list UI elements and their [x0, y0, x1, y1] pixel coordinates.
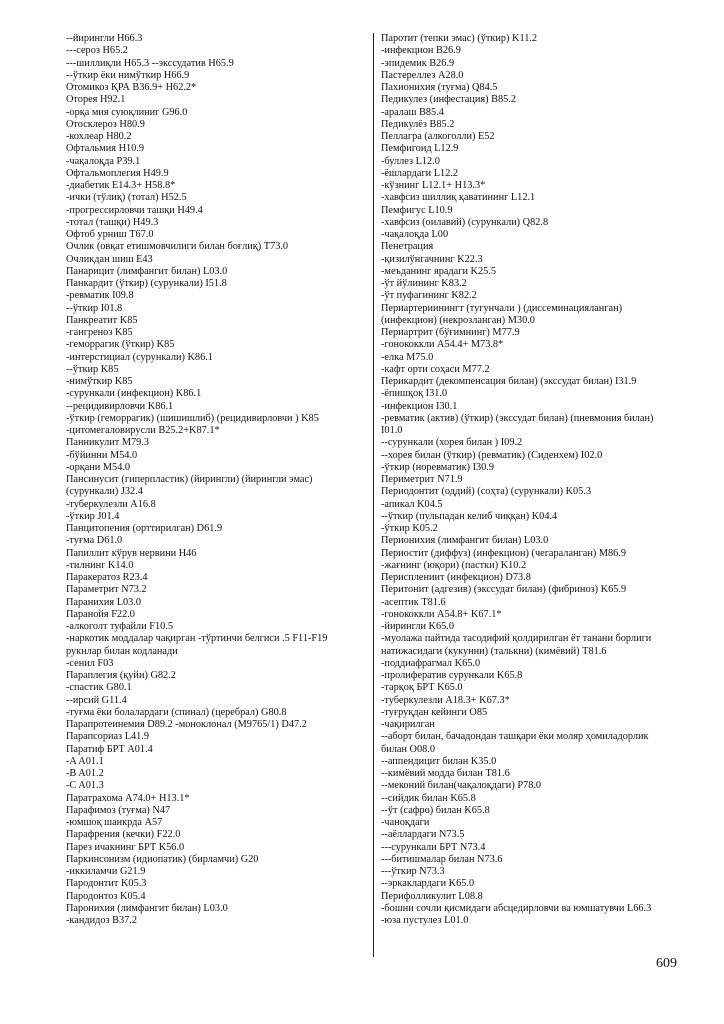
index-entry: Парафимоз (туғма) N47	[66, 804, 171, 816]
index-entry: -кохлеар H80.2	[66, 131, 132, 142]
index-entry: Пародонтоз K05.4	[66, 890, 146, 902]
index-entry: --ирсий G11.4	[66, 694, 127, 706]
index-entry: -ревматик I09.8	[66, 290, 134, 302]
index-entry: -туберкулезли A18.3+ K67.3*	[381, 694, 510, 706]
index-entry: -сурункали (инфекцион) K86.1	[66, 388, 202, 400]
index-entry: -алкоголт туфайли F10.5	[66, 621, 174, 632]
index-entry: --сийдик билан K65.8	[381, 792, 476, 804]
index-entry: Паротит (тепки эмас) (ўткир) K11.2	[381, 33, 538, 44]
index-entry: Периметрит N71.9	[381, 474, 463, 485]
index-entry: Пансинусит (гиперпластик) (йирингли) (йирингли эмас) (сурункали) J32.4	[66, 474, 313, 498]
index-entry: --сурункали (хорея билан ) I09.2	[381, 437, 523, 449]
index-entry: Периостит (диффуз) (инфекцион) (чегараланган) M86.9	[381, 547, 627, 559]
index-entry: -туғруқдан кейинги O85	[381, 706, 488, 718]
index-entry: -ўткир (геморрагик) (шишишлиб) (рецидивирловчи ) K85	[66, 412, 319, 424]
index-entry: Парафрения (кечки) F22.0	[66, 829, 181, 841]
index-entry: -инфекцион B26.9	[381, 45, 461, 57]
index-entry: Парапсориаз L41.9	[66, 731, 149, 743]
index-entry: --ўткир ёки нимўткир H66.9	[66, 69, 190, 81]
index-entry: Пенетрация	[381, 241, 434, 253]
index-entry: -чақалоқда L00	[381, 229, 449, 240]
index-entry: --аборт билан, бачадондан ташқари ёки моляр ҳомиладорлик билан O08.0	[381, 731, 649, 755]
index-entry: --рецидивирловчи K86.1	[66, 400, 174, 412]
index-entry: Параметрит N73.2	[66, 584, 147, 596]
index-entry: Панцитопения (орттирилган) D61.9	[66, 523, 223, 534]
index-entry: -кўзнинг L12.1+ H13.3*	[381, 180, 486, 191]
index-entry: --хорея билан (ўткир) (ревматик) (Сиденхем) I02.0	[381, 449, 603, 461]
index-entry: Паранихия L03.0	[66, 596, 142, 608]
index-entry: ---ўткир N73.3	[381, 866, 445, 877]
index-entry: Оторея H92.1	[66, 94, 126, 106]
index-entry: Перисплениит (инфекцион) D73.8	[381, 572, 531, 583]
index-entry: -гонококкли A54.4+ M73.8*	[381, 339, 504, 351]
index-entry: ---сурункали БРТ N73.4	[381, 841, 486, 853]
index-entry: --ўткир (пульпадан келиб чиққан) K04.4	[381, 510, 558, 522]
index-entry: -цитомегаловирусли B25.2+K87.1*	[66, 425, 220, 436]
index-entry: -нимўткир K85	[66, 376, 133, 387]
index-entry: -ички (тўлиқ) (тотал) H52.5	[66, 192, 187, 204]
index-entry: Панарицит (лимфангит билан) L03.0	[66, 265, 228, 277]
index-entry: --йирингли H66.3	[66, 33, 143, 44]
index-entry: Пародонтит K05.3	[66, 878, 147, 890]
index-entry: -C A01.3	[66, 780, 104, 792]
index-entry: -туберкулезли A16.8	[66, 498, 156, 510]
index-entry: -юза пустулез L01.0	[381, 915, 469, 926]
index-entry: Паронихия (лимфангит билан) L03.0	[66, 902, 228, 914]
index-entry: -эпидемик B26.9	[381, 57, 455, 69]
column-divider	[373, 33, 374, 957]
index-entry: Периартрит (бўғимнинг) M77.9	[381, 327, 520, 338]
index-entry: -тарқоқ БРТ K65.0	[381, 682, 463, 694]
index-entry: -пролифератив сурункали K65.8	[381, 670, 523, 681]
index-entry: -хавфсиз (оилавий) (сурункали) Q82.8	[381, 216, 549, 228]
index-entry: Пемфигус L10.9	[381, 204, 453, 216]
index-entry: -чаноқдаги	[381, 817, 430, 828]
index-entry: Паратрахома A74.0+ H13.1*	[66, 792, 190, 804]
index-entry: -кафт орти соҳаси M77.2	[381, 363, 490, 375]
index-entry: ---битишмалар билан N73.6	[381, 853, 503, 865]
index-entry: Панникулит M79.3	[66, 437, 149, 449]
index-entry: Педикулёз B85.2	[381, 118, 455, 130]
index-entry: Педикулез (инфестация) B85.2	[381, 94, 517, 106]
index-entry: --кимёвий модда билан T81.6	[381, 768, 510, 779]
index-entry: -гонококкли A54.8+ K67.1*	[381, 608, 502, 620]
index-entry: -орқани M54.0	[66, 461, 131, 473]
index-entry: --ўткир K85	[66, 363, 119, 375]
index-entry: Паратиф БРТ A01.4	[66, 743, 153, 755]
index-entry: -тотал (ташқи) H49.3	[66, 216, 159, 228]
index-entry: --эркаклардаги K65.0	[381, 878, 475, 890]
index-entry: -сенил F03	[66, 657, 114, 669]
index-entry: -диабетик E14.3+ H58.8*	[66, 180, 176, 191]
index-entry: -бошни сочли қисмидаги абсцедирловчи ва юмшатувчи L66.3	[381, 902, 652, 914]
left-column	[66, 33, 364, 927]
index-entry: Очликдан шиш E43	[66, 253, 153, 265]
index-entry: Папиллит кўрув нервини H46	[66, 547, 197, 559]
index-entry: Парез ичакнинг БРТ K56.0	[66, 841, 185, 853]
index-entry: Парапротеинемия D89.2 -моноклонал (M9765/1) D47.2	[66, 719, 307, 730]
page-number: 609	[656, 956, 677, 971]
index-entry: -инфекцион I30.1	[381, 400, 458, 412]
index-entry: -чақирилган	[381, 719, 435, 730]
index-entry: -туғма ёки болалардаги (спинал) (церебрал) G80.8	[66, 706, 287, 718]
index-entry: Очлик (овқат етишмовчилиги билан боғлиқ) T73.0	[66, 241, 289, 253]
index-entry: -апикал K04.5	[381, 498, 443, 510]
index-entry: -A A01.1	[66, 755, 104, 767]
index-entry: -чақалоқда P39.1	[66, 155, 141, 167]
index-entry: Отосклероз H80.9	[66, 118, 145, 130]
index-entry: -поддиафрагмал K65.0	[381, 657, 481, 669]
index-entry: Офтальмоплегия H49.9	[66, 167, 169, 179]
index-entry: -туғма D61.0	[66, 535, 123, 547]
index-entry: -ўт йўлининг K83.2	[381, 278, 467, 289]
index-entry: -ревматик (актив) (ўткир) (экссудат билан) (пневмония билан) I01.0	[381, 412, 654, 436]
index-entry: Офтоб урниш T67.0	[66, 229, 154, 240]
index-entry: -юмшоқ шанкрда A57	[66, 817, 163, 828]
index-entry: Пемфигоид L12.9	[381, 143, 459, 155]
index-entry: Паранойя F22.0	[66, 608, 135, 620]
index-entry: -интерстициал (сурункали) K86.1	[66, 351, 213, 363]
index-entry: Периодонтит (оддий) (соҳта) (сурункали) K05.3	[381, 486, 592, 498]
index-entry: Панкардит (ўткир) (сурункали) I51.8	[66, 278, 227, 289]
index-entry: -ўткир (норевматик) I30.9	[381, 461, 495, 473]
index-entry: Перикардит (декомпенсация билан) (экссудат билан) I31.9	[381, 376, 637, 387]
index-entry: -иккиламчи G21.9	[66, 866, 146, 877]
index-entry: -спастик G80.1	[66, 682, 132, 694]
index-entry: Паракератоз R23.4	[66, 572, 148, 583]
index-entry: -геморрагик (ўткир) K85	[66, 339, 175, 351]
index-entry: -асептик T81.6	[381, 596, 446, 608]
index-entry: Перионихия (лимфангит билан) L03.0	[381, 535, 549, 547]
index-entry: --меконий билан(чақалоқдаги) P78.0	[381, 780, 542, 792]
index-entry: Офтальмия H10.9	[66, 143, 145, 155]
index-entry: -ёшлардаги L12.2	[381, 167, 459, 179]
index-entry: ---шиллиқли H65.3 --экссудатив H65.9	[66, 57, 234, 69]
index-entry: Отомикоз ҚРА B36.9+ H62.2*	[66, 82, 197, 93]
index-entry: -орқа мия суюқлиниг G96.0	[66, 106, 188, 118]
index-entry: -тилнинг K14.0	[66, 559, 134, 571]
index-entry: -меъданинг ярадаги K25.5	[381, 265, 497, 277]
index-entry: Пеллагра (алкоголли) E52	[381, 131, 495, 142]
index-entry: -прогрессирловчи ташқи H49.4	[66, 204, 203, 216]
index-entry: -елка M75.0	[381, 351, 434, 363]
index-entry: --ўткир I01.8	[66, 302, 123, 314]
index-entry: Параплегия (қуйи) G82.2	[66, 670, 176, 681]
index-entry: -гангреноз K85	[66, 327, 133, 338]
index-entry: -аралаш B85.4	[381, 106, 444, 118]
index-entry: -ўткир J01.4	[66, 510, 120, 522]
index-entry: --аппендицит билан K35.0	[381, 755, 497, 767]
index-entry: Панкреатит K85	[66, 314, 138, 326]
right-column	[381, 33, 677, 927]
index-entry: Периартериинингт (тугунчали ) (диссеминацияланган) (инфекцион) (некрозланган) M30.0	[381, 302, 623, 326]
index-entry: ---сероз H65.2	[66, 45, 128, 57]
index-entry: -кандидоз B37.2	[66, 915, 138, 926]
index-entry: -наркотик моддалар чақирган -тўртинчи белгиси .5 F11-F19 рукнлар билан кодланади	[66, 633, 328, 657]
index-entry: Пахионихия (туғма) Q84.5	[381, 82, 498, 93]
index-entry: Паркинсонизм (идиопатик) (бирламчи) G20	[66, 853, 259, 865]
index-entry: -қизилўнгачнинг K22.3	[381, 253, 483, 265]
index-entry: -ўткир K05.2	[381, 523, 438, 534]
index-entry: -хавфсиз шиллиқ қаватининг L12.1	[381, 192, 536, 204]
index-entry: -ўт пуфагининг K82.2	[381, 290, 477, 302]
index-entry: --ўт (сафро) билан K65.8	[381, 804, 490, 816]
index-entry: -муолажа пайтида тасодифий қолдирилган ёт танани борлиги натижасидаги (кукунни) (талькни) (кимёвий) T81.6	[381, 633, 652, 657]
index-entry: -буллез L12.0	[381, 155, 440, 167]
index-entry: -жағнинг (юқори) (пастки) K10.2	[381, 559, 527, 571]
index-entry: -бўйинни M54.0	[66, 449, 138, 461]
index-entry: --аёллардаги N73.5	[381, 829, 465, 841]
index-entry: -B A01.2	[66, 768, 104, 779]
index-entry: -ёпишқоқ I31.0	[381, 388, 448, 400]
index-entry: Пастереллез A28.0	[381, 69, 464, 81]
index-entry: Перифолликулит L08.8	[381, 890, 483, 902]
index-entry: Перитонит (адгезив) (экссудат билан) (фибриноз) K65.9	[381, 584, 627, 596]
index-entry: -йирингли K65.0	[381, 621, 454, 632]
